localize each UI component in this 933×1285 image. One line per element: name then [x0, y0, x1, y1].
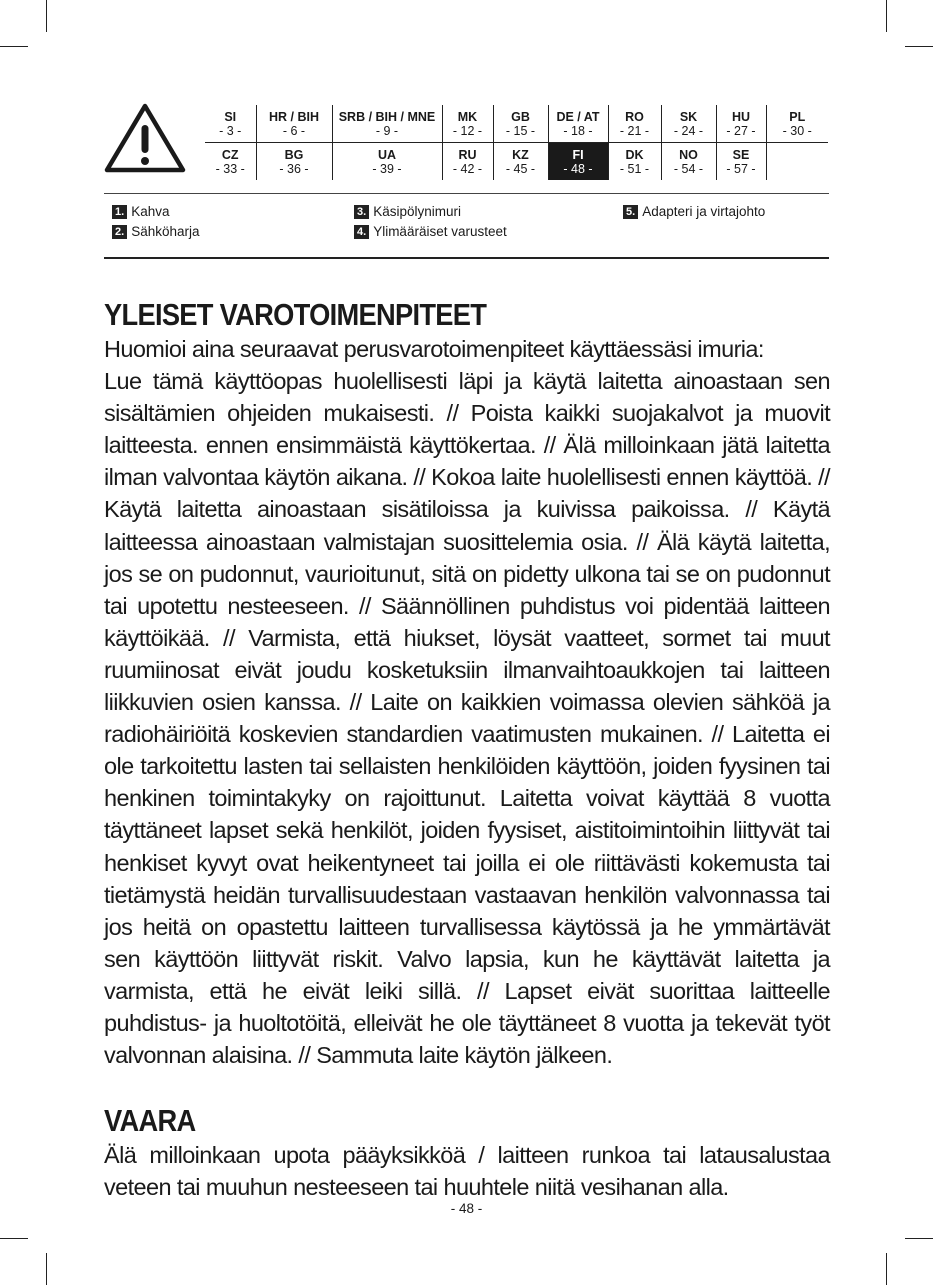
language-cell-active[interactable]: FI - 48 - — [548, 143, 608, 181]
parts-list-col2 — [354, 202, 507, 242]
language-cell[interactable]: KZ - 45 - — [493, 143, 548, 181]
part-item: 4. Ylimääräiset varusteet — [354, 222, 507, 242]
crop-mark — [886, 1253, 887, 1285]
parts-list-col3 — [623, 202, 765, 222]
part-item: 5. Adapteri ja virtajohto — [623, 202, 765, 222]
language-cell[interactable]: SK - 24 - — [661, 105, 716, 143]
intro-text: Huomioi aina seuraavat perusvarotoimenpiteet käyttäessäsi imuria: — [104, 336, 764, 362]
precautions-text: Lue tämä käyttöopas huolellisesti läpi ja käytä laitetta ainoastaan sen sisältämien ohjeiden mukaisesti. // Poista kaikki suojakalvot ja muovit laitteesta. ennen ensimmäistä käyttökertaa. // Älä milloinkaan jätä laitetta ilman valvontaa käytön aikana. // Kokoa laite huolellisesti ennen käyttöä. // Käytä laitetta ainoastaan sisätiloissa ja kuivissa paikoissa. // Käytä laitteessa ainoastaan valmistajan suosittelemia osia. // Älä käytä laitetta, jos se on pudonnut, vaurioitunut, sitä on pidetty ulkona tai se on pudonnut tai upotettu nesteeseen. // Säännöllinen puhdistus voi pidentää laitteen käyttöikää. // Varmista, että hiukset, löysät vaatteet, sormet tai muut ruumiinosat eivät joudu kosketuksiin ilmanvaihtoaukkojen tai laitteen liikkuvien osien kanssa. // Laite on kaikkien voimassa olevien sähköä ja radiohäiriöitä koskevien standardien vaatimusten mukainen. // Laitetta ei ole tarkoitettu lasten tai sellaisten henkilöiden käyttöön, joiden fyysinen tai henkinen toimintakyky on rajoittunut. Laitetta voivat käyttää 8 vuotta täyttäneet lapset sekä henkilöt, joiden fyysiset, aistitoimintoihin liittyvät tai henkiset kyvyt ovat heikentyneet tai joilla ei ole riittävästi kokemusta tai tietämystä heidän turvallisuudestaan vastaavan henkilön valvonnassa tai jos heitä on opastettu laitteen turvallisessa käytössä ja he ymmärtävät sen käyttöön liittyvät riskit. Valvo lapsia, kun he käyttävät laitetta ja varmista, että he eivät leiki sillä. // Lapset eivät suorittaa laitteelle puhdistus- ja huoltotöitä, elleivät he ole täyttäneet 8 vuotta ja tekevät työt valvonnan alaisina. // Sammuta laite käytön jälkeen. — [104, 368, 830, 1069]
parts-list-col1 — [112, 202, 200, 242]
divider — [104, 257, 829, 259]
crop-mark — [0, 46, 28, 47]
danger-heading: VAARA — [104, 1103, 196, 1139]
language-cell[interactable]: RU - 42 - — [442, 143, 493, 181]
crop-mark — [46, 1253, 47, 1285]
language-index — [205, 105, 828, 180]
crop-mark — [0, 1238, 28, 1239]
language-cell[interactable]: SRB / BIH / MNE - 9 - — [332, 105, 442, 143]
language-cell[interactable]: MK - 12 - — [442, 105, 493, 143]
language-cell[interactable]: HU - 27 - — [716, 105, 766, 143]
language-cell[interactable]: UA - 39 - — [332, 143, 442, 181]
language-cell[interactable]: SI - 3 - — [205, 105, 256, 143]
warning-icon — [104, 103, 186, 173]
divider — [104, 193, 829, 194]
crop-mark — [46, 0, 47, 32]
danger-text: Älä milloinkaan upota pääyksikköä / laitteen runkoa tai latausalustaa veteen tai muuhun nesteeseen tai huuhtele niitä vesihanan alla. — [104, 1142, 830, 1201]
part-item: 3. Käsipölynimuri — [354, 202, 507, 222]
part-item: 2. Sähköharja — [112, 222, 200, 242]
language-cell[interactable]: DK - 51 - — [608, 143, 661, 181]
language-cell[interactable]: NO - 54 - — [661, 143, 716, 181]
part-item: 1. Kahva — [112, 202, 200, 222]
language-cell[interactable]: BG - 36 - — [256, 143, 332, 181]
page-number: - 48 - — [450, 1201, 483, 1216]
language-cell[interactable]: SE - 57 - — [716, 143, 766, 181]
section-heading: YLEISET VAROTOIMENPITEET — [104, 297, 487, 332]
language-cell[interactable]: CZ - 33 - — [215, 147, 245, 176]
crop-mark — [905, 1238, 933, 1239]
language-cell[interactable]: HR / BIH - 6 - — [256, 105, 332, 143]
language-cell[interactable]: DE / AT - 18 - — [548, 105, 608, 143]
language-cell[interactable]: PL - 30 - — [766, 105, 828, 143]
main-content — [104, 297, 830, 1203]
crop-mark — [905, 46, 933, 47]
language-cell[interactable]: GB - 15 - — [493, 105, 548, 143]
crop-mark — [886, 0, 887, 32]
language-cell-empty — [766, 143, 828, 181]
language-cell[interactable]: RO - 21 - — [608, 105, 661, 143]
